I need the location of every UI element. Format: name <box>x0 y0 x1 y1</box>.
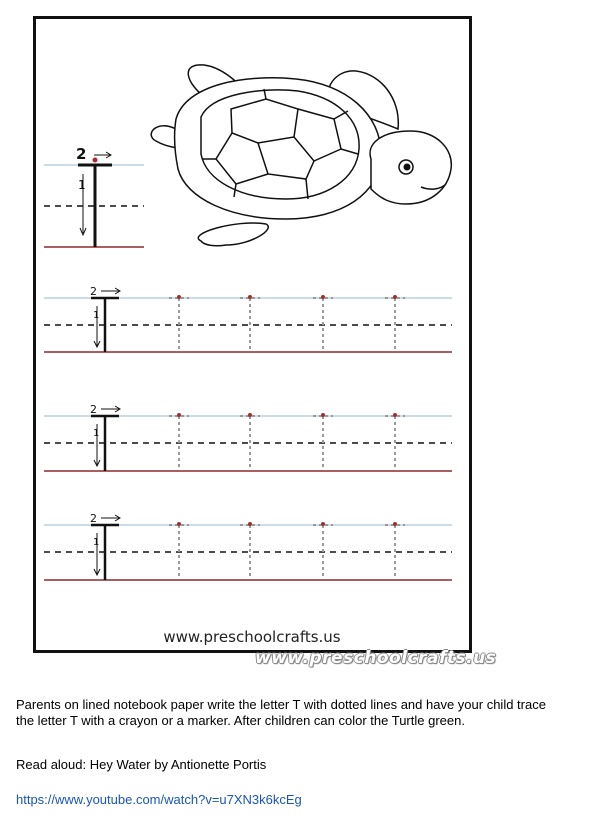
practice-rows <box>44 285 452 580</box>
row-2-trace-letter-2-start-dot <box>248 413 252 417</box>
row-3-stroke-number-2: 2 <box>90 512 97 525</box>
worksheet-drawing <box>36 19 469 650</box>
row-2-trace-letter-1-start-dot <box>177 413 181 417</box>
row-1-trace-letter-2-start-dot <box>248 295 252 299</box>
turtle-back-flipper <box>198 223 268 246</box>
example-letter-guide <box>44 152 144 247</box>
worksheet <box>33 16 472 653</box>
row-2-stroke-number-1: 1 <box>93 428 100 439</box>
row-3-trace-letter-4-start-dot <box>393 522 397 526</box>
read-aloud-text: Read aloud: Hey Water by Antionette Portis <box>16 757 267 772</box>
row-3-trace-letter-3-start-dot <box>321 522 325 526</box>
stroke-number-2: 2 <box>76 145 87 163</box>
row-1-trace-letter-1-start-dot <box>177 295 181 299</box>
description-text: Parents on lined notebook paper write the letter T with dotted lines and have your child trace the letter T with a crayon or a marker. After children can color the Turtle green. <box>16 697 546 728</box>
worksheet-site-url: www.preschoolcrafts.us <box>163 628 341 646</box>
watermark-text: www.preschoolcrafts.us <box>255 648 497 668</box>
row-1-trace-letter-4-start-dot <box>393 295 397 299</box>
turtle-pupil <box>404 164 411 171</box>
row-3-stroke-number-1: 1 <box>93 537 100 548</box>
stroke-number-1: 1 <box>78 178 86 192</box>
row-2-stroke-number-2: 2 <box>90 403 97 416</box>
turtle-illustration <box>151 65 451 246</box>
row-2-trace-letter-4-start-dot <box>393 413 397 417</box>
row-3-trace-letter-1-start-dot <box>177 522 181 526</box>
row-1-trace-letter-3-start-dot <box>321 295 325 299</box>
row-1-stroke-number-1: 1 <box>93 310 100 321</box>
row-2-trace-letter-3-start-dot <box>321 413 325 417</box>
row-3-trace-letter-2-start-dot <box>248 522 252 526</box>
row-1-stroke-number-2: 2 <box>90 285 97 298</box>
video-link[interactable]: https://www.youtube.com/watch?v=u7XN3k6kcEg <box>16 792 302 807</box>
